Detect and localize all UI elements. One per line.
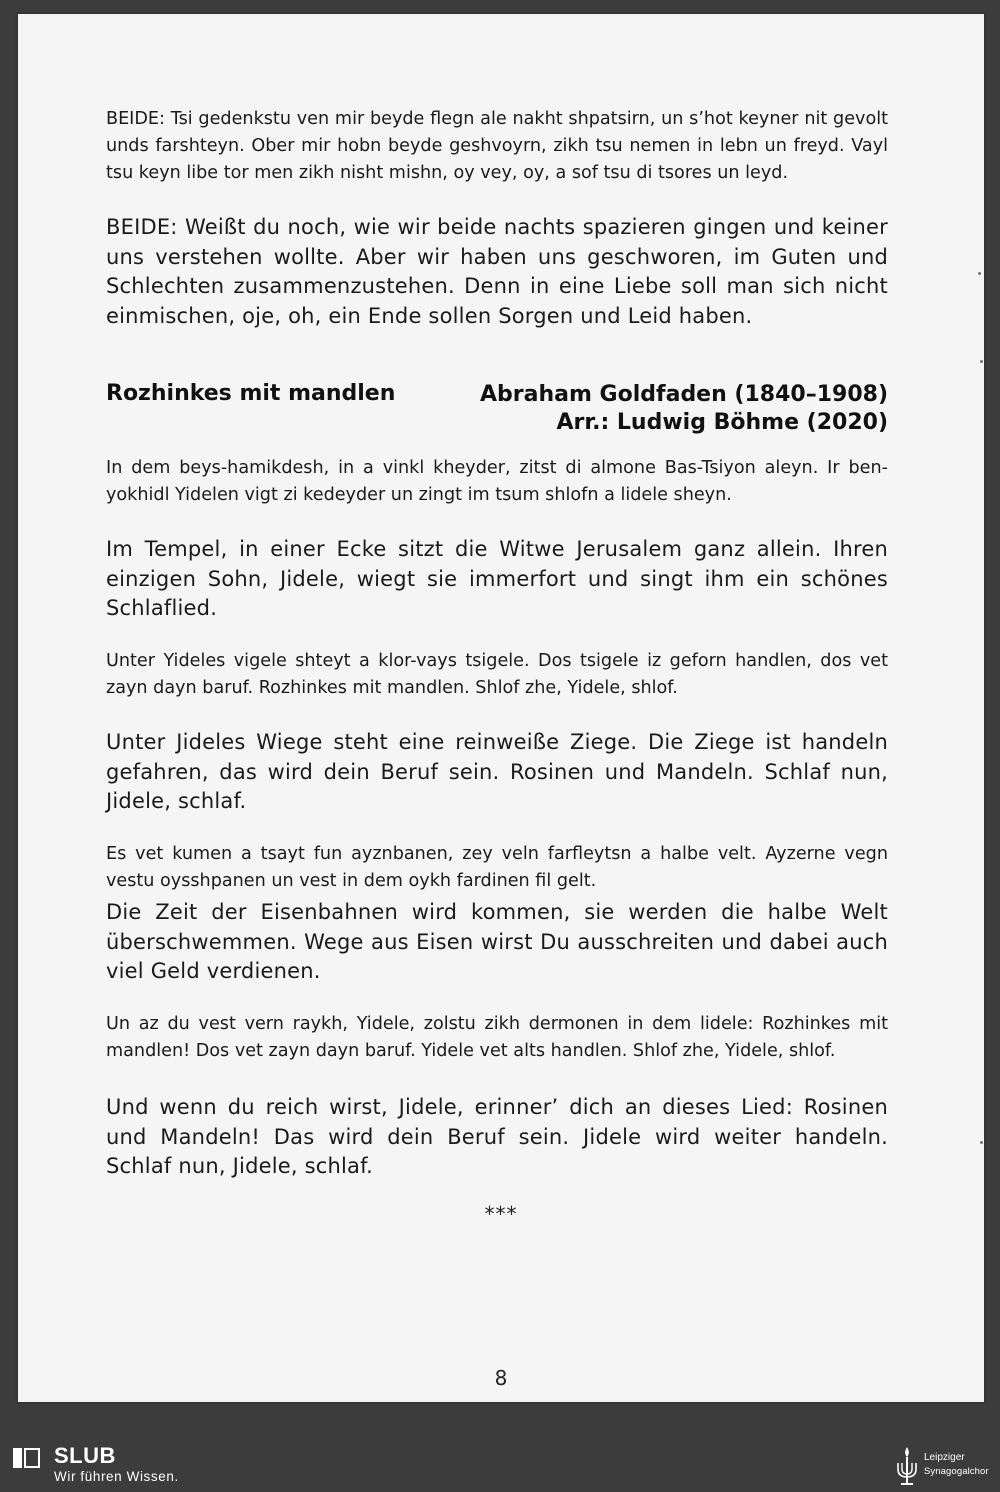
song-credits: [480, 381, 888, 437]
stanza-2-german: Unter Jideles Wiege steht eine reinweiße Ziege. Die Ziege ist handeln gefahren, das wird dein Beruf sein. Rosinen und Mandeln. Schlaf nun, Jidele, schlaf.: [106, 730, 888, 813]
stanza-3-yiddish: Es vet kumen a tsayt fun ayznbanen, zey veln farfleytsn a halbe velt. Ayzerne vegn vestu oysshpanen un vest in dem oykh fardinen fil gelt.: [106, 844, 888, 891]
choir-name-line-1: Leipziger: [924, 1452, 965, 1463]
song-title: Rozhinkes mit mandlen: [106, 381, 396, 406]
document-page: [18, 14, 984, 1402]
page-number: 8: [494, 1366, 508, 1390]
verse-1-yiddish: BEIDE: Tsi gedenkstu ven mir beyde flegn ale nakht shpatsirn, un s’hot keyner nit gevolt unds farshteyn. Ober mir hobn beyde geshvoyrn, zikh tsu nemen in lebn un freyd. Vayl tsu keyn libe tor men zikh nisht mishn, oy vey, oy, a sof tsu di tsores un leyd.: [106, 109, 888, 183]
verse-1-german: BEIDE: Weißt du noch, wie wir beide nachts spazieren gingen und keiner uns verstehen wollte. Aber wir haben uns geschworen, im Guten und Schlechten zusammenzustehen. Denn in eine Liebe soll man sich nicht einmischen, oje, oh, ein Ende sollen Sorgen und Leid haben.: [106, 215, 888, 328]
library-name[interactable]: SLUB: [54, 1443, 116, 1468]
stanza-4-german: Und wenn du reich wirst, Jidele, erinner’ dich an dieses Lied: Rosinen und Mandeln! Das wird dein Beruf sein. Jidele wird weiter handeln. Schlaf nun, Jidele, schlaf.: [106, 1095, 888, 1178]
library-tagline: Wir führen Wissen.: [54, 1469, 179, 1484]
stanza-4-yiddish: Un az du vest vern raykh, Yidele, zolstu zikh dermonen in dem lidele: Rozhinkes mit mandlen! Dos vet zayn dayn baruf. Yidele vet alts handlen. Shlof zhe, Yidele, shlof.: [106, 1014, 888, 1061]
stanza-2-yiddish: Unter Yideles vigele shteyt a klor-vays tsigele. Dos tsigele iz geforn handlen, dos vet zayn dayn baruf. Rozhinkes mit mandlen. Shlof zhe, Yidele, shlof.: [106, 651, 888, 698]
song-composer: Abraham Goldfaden (1840–1908): [480, 382, 888, 407]
menorah-icon: [895, 1445, 919, 1489]
choir-name[interactable]: [924, 1451, 989, 1479]
choir-name-line-2: Synagogalchor: [924, 1466, 989, 1477]
margin-mark: [980, 360, 983, 363]
stanza-1-yiddish: In dem beys-hamikdesh, in a vinkl kheyder, zitst di almone Bas-Tsiyon aleyn. Ir ben-yokhidl Yidelen vigt zi kedeyder un zingt im tsum shlofn a lidele sheyn.: [106, 458, 888, 505]
slub-book-icon: [12, 1447, 42, 1469]
stanza-3-german: Die Zeit der Eisenbahnen wird kommen, sie werden die halbe Welt überschwemmen. Wege aus Eisen wirst Du ausschreiten und dabei auch viel Geld verdienen.: [106, 900, 888, 983]
stanza-1-german: Im Tempel, in einer Ecke sitzt die Witwe Jerusalem ganz allein. Ihren einzigen Sohn, Jidele, wiegt sie immerfort und singt ihm ein schönes Schlaflied.: [106, 537, 888, 620]
margin-mark: [978, 272, 981, 275]
song-arranger: Arr.: Ludwig Böhme (2020): [556, 410, 888, 435]
footer-bar: [0, 1441, 1000, 1492]
section-separator: ***: [484, 1202, 518, 1226]
margin-mark: [980, 1141, 983, 1144]
